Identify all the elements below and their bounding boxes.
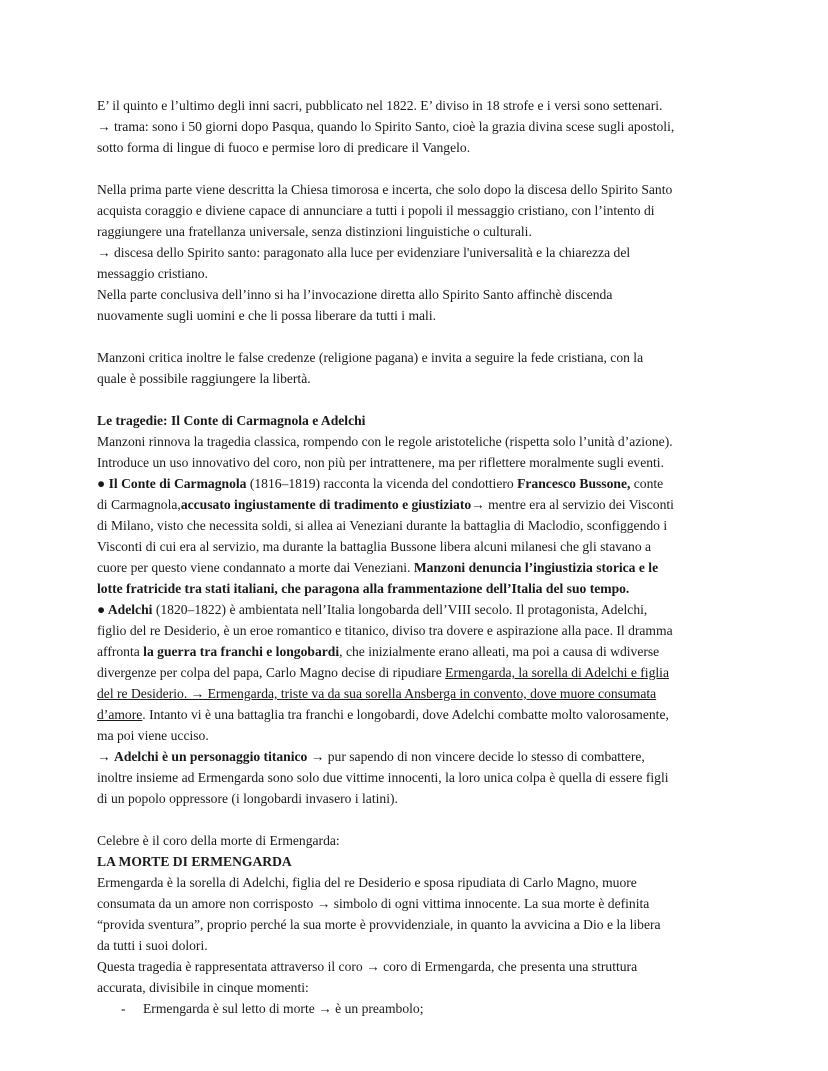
text-line: ● Il Conte di Carmagnola (1816–1819) racconta la vicenda del condottiero Francesco Bussone, conte (97, 476, 664, 491)
text-line: Manzoni rinnova la tragedia classica, rompendo con le regole aristoteliche (rispetta solo l’unità d’azione). (97, 434, 673, 449)
text-line: Nella prima parte viene descritta la Chiesa timorosa e incerta, che solo dopo la discesa dello Spirito Santo (97, 182, 673, 197)
text-line: lotte fratricide tra stati italiani, che paragona alla frammentazione dell’Italia del suo tempo. (97, 581, 630, 596)
text-line: del re Desiderio. → Ermengarda, triste va da sua sorella Ansberga in convento, dove muore consumata (97, 686, 657, 701)
list-item (121, 998, 737, 1019)
text-line: di Carmagnola,accusato ingiustamente di tradimento e giustiziato→ mentre era al servizio dei Visconti (97, 497, 674, 512)
structure-paragraph (97, 179, 737, 326)
critique-paragraph (97, 347, 737, 389)
list-item-text: Ermengarda è sul letto di morte → è un preambolo; (143, 1001, 424, 1016)
text-line: divergenze per colpa del papa, Carlo Magno decise di ripudiare Ermengarda, la sorella di Adelchi e figlia (97, 665, 669, 680)
text-line: Manzoni critica inoltre le false credenze (religione pagana) e invita a seguire la fede cristiana, con la (97, 350, 644, 365)
conte-carmagnola-block (97, 473, 737, 599)
text-line: da tutti i suoi dolori. (97, 938, 208, 953)
text-line: “provida sventura”, proprio perché la sua morte è provvidenziale, in quanto la avvicina a Dio e la libera (97, 917, 661, 932)
text-line: Introduce un uso innovativo del coro, non più per intrattenere, ma per riflettere moralmente sugli eventi. (97, 455, 664, 470)
text-line: → discesa dello Spirito santo: paragonato alla luce per evidenziare l'universalità e la chiarezza del (97, 245, 631, 260)
text-line: → trama: sono i 50 giorni dopo Pasqua, quando lo Spirito Santo, cioè la grazia divina scese sugli apostoli, (97, 119, 675, 134)
list-dash: - (121, 1001, 126, 1016)
text-line: sotto forma di lingue di fuoco e permise loro di predicare il Vangelo. (97, 140, 471, 155)
text-line: Visconti di cui era al servizio, ma durante la battaglia Bussone libera alcuni milanesi che gli stavano a (97, 539, 652, 554)
text-line: → Adelchi è un personaggio titanico → pur sapendo di non vincere decide lo stesso di combattere, (97, 749, 645, 764)
text-line: consumata da un amore non corrisposto → simbolo di ogni vittima innocente. La sua morte è definita (97, 896, 650, 911)
text-line: figlio del re Desiderio, è un eroe romantico e titanico, diviso tra dovere e aspirazione alla pace. Il dramma (97, 623, 673, 638)
text-line: ma poi viene ucciso. (97, 728, 209, 743)
text-line: Celebre è il coro della morte di Ermengarda: (97, 833, 340, 848)
ermengarda-section (97, 830, 737, 1019)
text-line: Ermengarda è la sorella di Adelchi, figlia del re Desiderio e sposa ripudiata di Carlo Magno, muore (97, 875, 637, 890)
text-line: cuore per questo viene condannato a morte dai Veneziani. Manzoni denuncia l’ingiustizia storica e le (97, 560, 659, 575)
text-line: ● Adelchi (1820–1822) è ambientata nell’Italia longobarda dell’VIII secolo. Il protagonista, Adelchi, (97, 602, 648, 617)
section-heading: Le tragedie: Il Conte di Carmagnola e Adelchi (97, 413, 366, 428)
text-line: acquista coraggio e diviene capace di annunciare a tutti i popoli il messaggio cristiano, con l’intento di (97, 203, 655, 218)
text-line: di Milano, visto che necessita soldi, si allea ai Veneziani durante la battaglia di Maclodio, sconfiggendo i (97, 518, 668, 533)
tragedie-section (97, 410, 737, 809)
section-heading: LA MORTE DI ERMENGARDA (97, 854, 292, 869)
text-line: messaggio cristiano. (97, 266, 208, 281)
text-line: inoltre insieme ad Ermengarda sono solo due vittime innocenti, la loro unica colpa è quella di essere figli (97, 770, 669, 785)
text-line: nuovamente sugli uomini e che li possa liberare da tutti i mali. (97, 308, 437, 323)
text-line: E’ il quinto e l’ultimo degli inni sacri, pubblicato nel 1822. E’ diviso in 18 strofe e i versi sono settenari. (97, 98, 663, 113)
text-line: d’amore. Intanto vi è una battaglia tra franchi e longobardi, dove Adelchi combatte molto valorosamente, (97, 707, 669, 722)
text-line: affronta la guerra tra franchi e longobardi, che inizialmente erano alleati, ma poi a causa di wdiverse (97, 644, 660, 659)
text-line: Questa tragedia è rappresentata attraverso il coro → coro di Ermengarda, che presenta una struttura (97, 959, 638, 974)
intro-paragraph (97, 95, 737, 158)
text-line: Nella parte conclusiva dell’inno si ha l’invocazione diretta allo Spirito Santo affinchè discenda (97, 287, 613, 302)
text-line: quale è possibile raggiungere la libertà. (97, 371, 311, 386)
text-line: accurata, divisibile in cinque momenti: (97, 980, 309, 995)
text-line: raggiungere una fratellanza universale, senza distinzioni linguistiche o culturali. (97, 224, 532, 239)
text-line: di un popolo oppressore (i longobardi invasero i latini). (97, 791, 398, 806)
adelchi-block (97, 599, 737, 809)
document-page (97, 95, 737, 1019)
